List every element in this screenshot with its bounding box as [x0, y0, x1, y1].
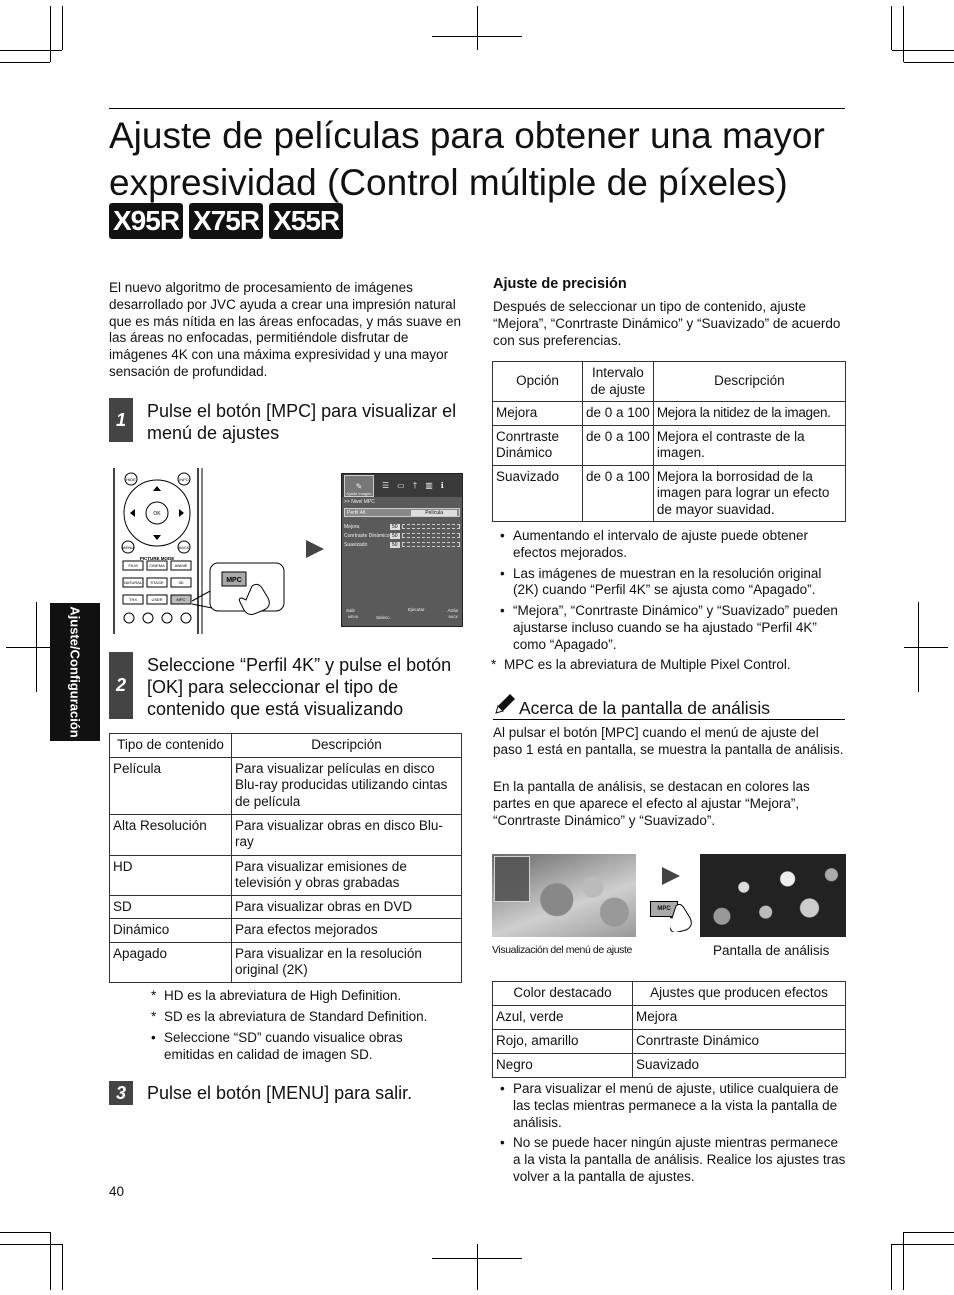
- crop-mark: [36, 602, 37, 692]
- bullet-item: • Aumentando el intervalo de ajuste puede obtener efectos mejorados.: [492, 528, 844, 562]
- slider-label: Mejora: [344, 523, 360, 530]
- thx-label: THX: [129, 597, 137, 602]
- slider-label: Conrtraste Dinámico: [344, 532, 390, 539]
- table-row: [110, 942, 462, 982]
- crop-mark: [477, 1244, 478, 1290]
- ok-label: OK: [153, 511, 161, 517]
- table-cell: Para visualizar obras en DVD: [232, 895, 462, 919]
- table-row: [110, 814, 462, 855]
- table-row: [493, 425, 846, 465]
- crop-mark: [50, 6, 51, 62]
- settings-icon: ☰: [382, 481, 390, 490]
- round-button[interactable]: [162, 613, 172, 623]
- page-title: Ajuste de películas para obtener una mayor expresividad (Control múltiple de píxeles): [109, 115, 825, 203]
- info-icon: ℹ: [440, 481, 444, 490]
- table-row: [493, 1005, 846, 1029]
- slider-bar: [402, 524, 460, 529]
- table-header: Intervalo de ajuste: [583, 362, 654, 402]
- user-label: USER: [151, 597, 163, 602]
- round-button[interactable]: [143, 613, 153, 623]
- table-cell: Para efectos mejorados: [232, 919, 462, 943]
- input-icon: ▭: [397, 481, 405, 490]
- table-row: [110, 757, 462, 814]
- natural-label: NATURAL: [123, 580, 143, 585]
- cinema-label: CINEMA: [149, 563, 165, 568]
- slider-value: 50: [392, 532, 398, 539]
- menu-photo: [492, 854, 636, 937]
- mpc-label: MPC: [176, 597, 186, 602]
- 3d-label: 3D: [178, 580, 184, 585]
- content-bullets: [143, 1030, 453, 1068]
- crop-mark: [6, 647, 50, 648]
- bullet-item: • Seleccione “SD” cuando visualice obras emitidas en calidad de imagen SD.: [143, 1030, 453, 1064]
- footer-exec: Ejecutar: [408, 607, 425, 612]
- slider-value: 50: [392, 523, 398, 530]
- model-badges: [109, 203, 343, 239]
- picture-adjust-tab: [344, 475, 374, 497]
- mpc-callout-label: MPC: [226, 577, 242, 584]
- crop-mark: [0, 1244, 62, 1245]
- title-rule: [109, 108, 845, 109]
- perfil-4k-label: Perfil 4K: [347, 509, 366, 516]
- table-cell: Suavizado: [493, 465, 583, 522]
- table-header: Tipo de contenido: [110, 734, 232, 758]
- table-row: [110, 855, 462, 895]
- table-cell: Mejora: [493, 402, 583, 426]
- table-row: [493, 465, 846, 522]
- table-cell: de 0 a 100: [583, 402, 654, 426]
- memo-pencil-icon: [493, 692, 517, 716]
- table-cell: Rojo, amarillo: [493, 1029, 633, 1053]
- stage-label: STAGE: [150, 580, 164, 585]
- menu-label: MENU: [122, 545, 134, 550]
- crop-mark: [891, 1244, 892, 1290]
- analysis-bullets: [492, 1081, 846, 1190]
- table-cell: Apagado: [110, 942, 232, 982]
- table-cell: Mejora: [633, 1005, 846, 1029]
- bullet-item: • “Mejora”, “Conrtraste Dinámico” y “Suavizado” pueden ajustarse incluso cuando se ha ajustado “Perfil 4K” como “Apagado”.: [492, 603, 844, 653]
- analysis-heading-rule: [493, 719, 845, 720]
- intro-paragraph: El nuevo algoritmo de procesamiento de imágenes desarrollado por JVC ayuda a crear una impresión natural que es más nítida en las áreas enfocadas, y más suave en las áreas no enfocadas, permitiéndole disfrutar de imágenes 4K con una máxima expresividad y una mayor sensación de profundidad.: [109, 280, 461, 379]
- picture-mode-label: PICTURE MODE: [139, 556, 175, 561]
- mpc-button-small-label: MPC: [657, 906, 671, 912]
- note-item: * MPC es la abreviatura de Multiple Pixel Control.: [483, 657, 843, 674]
- tool-icon: †: [412, 481, 418, 490]
- slider-row[interactable]: [342, 531, 462, 540]
- crop-mark: [0, 1232, 50, 1233]
- remote-illustration: [112, 468, 290, 634]
- info-label: INFO: [179, 477, 189, 482]
- caption-analysis: Pantalla de análisis: [713, 943, 830, 958]
- crop-mark: [892, 1244, 954, 1245]
- crop-mark: [477, 6, 478, 50]
- slider-value: 50: [392, 541, 398, 548]
- table-cell: Conrtraste Dinámico: [493, 425, 583, 465]
- slider-row[interactable]: [342, 522, 462, 531]
- precision-heading: Ajuste de precisión: [493, 276, 627, 292]
- arrow-right-icon: [306, 540, 324, 558]
- slider-row[interactable]: [342, 540, 462, 549]
- analysis-photo: [700, 854, 846, 937]
- table-header: Ajustes que producen efectos: [633, 982, 846, 1006]
- note-item: * HD es la abreviatura de High Definition.: [143, 988, 463, 1005]
- bullet-item: • Las imágenes de muestran en la resolución original (2K) cuando “Perfil 4K” se ajusta como “Apagado”.: [492, 566, 844, 600]
- film-label: FILM: [128, 563, 138, 568]
- perfil-4k-value: Película: [411, 510, 457, 516]
- table-cell: Suavizado: [633, 1053, 846, 1077]
- bullet-item: • Para visualizar el menú de ajuste, utilice cualquiera de las teclas mientras permanece a la vista la pantalla de análisis.: [492, 1081, 846, 1131]
- crop-mark: [903, 6, 904, 62]
- analysis-paragraph-1: Al pulsar el botón [MPC] cuando el menú de ajuste del paso 1 está en pantalla, se muestra la pantalla de análisis.: [493, 725, 844, 757]
- round-button[interactable]: [181, 613, 191, 623]
- crop-mark: [904, 1232, 954, 1233]
- table-cell: Mejora la borrosidad de la imagen para lograr un efecto de mayor suavidad.: [653, 465, 845, 522]
- table-cell: Para visualizar en la resolución original (2K): [232, 942, 462, 982]
- crop-mark: [0, 62, 50, 63]
- footer-select: Selecc.: [376, 615, 391, 620]
- footer-exit-key: MENU: [348, 615, 359, 619]
- step-number: 2: [109, 652, 133, 719]
- slider-label: Suavizado: [344, 541, 368, 548]
- crop-mark: [903, 1232, 904, 1290]
- precision-bullets: [492, 528, 844, 658]
- crop-mark: [62, 1244, 63, 1290]
- table-cell: Alta Resolución: [110, 814, 232, 855]
- hide-label: HIDE: [126, 477, 136, 482]
- table-cell: Mejora el contraste de la imagen.: [653, 425, 845, 465]
- crop-mark: [904, 62, 954, 63]
- table-header: Opción: [493, 362, 583, 402]
- precision-star-note: [483, 657, 843, 678]
- display-icon: ▥: [425, 481, 433, 490]
- table-cell: Mejora la nitidez de la imagen.: [653, 402, 845, 426]
- round-button[interactable]: [124, 613, 134, 623]
- crop-mark: [904, 647, 948, 648]
- slider-bar: [402, 542, 460, 547]
- picture-adjust-tab-label: Ajuste Imagen: [346, 490, 372, 496]
- table-cell: SD: [110, 895, 232, 919]
- crop-mark: [50, 1232, 51, 1290]
- caption-menu: Visualización del menú de ajuste: [492, 944, 632, 956]
- table-cell: Azul, verde: [493, 1005, 633, 1029]
- table-header: Color destacado: [493, 982, 633, 1006]
- table-cell: Conrtraste Dinámico: [633, 1029, 846, 1053]
- content-notes: [143, 988, 463, 1030]
- back-label: BACK: [178, 545, 190, 550]
- footer-back: Atrás: [447, 608, 458, 613]
- table-cell: Negro: [493, 1053, 633, 1077]
- precision-table: [492, 361, 846, 522]
- model-badge: X95R: [109, 203, 183, 239]
- mpc-menu-screen: [341, 473, 463, 627]
- hand-icon: [670, 902, 696, 932]
- content-type-table: [109, 733, 462, 983]
- table-cell: Para visualizar emisiones de televisión y obras grabadas: [232, 855, 462, 895]
- highlight-color-table: [492, 981, 846, 1078]
- menu-path: >> Nivel MPC: [344, 499, 375, 505]
- bullet-item: • No se puede hacer ningún ajuste mientras permanece a la vista la pantalla de análisis. Realice los ajustes tras volver a la pantalla de ajustes.: [492, 1135, 846, 1185]
- table-row: [493, 402, 846, 426]
- step-1-text: Pulse el botón [MPC] para visualizar el menú de ajustes: [147, 401, 457, 443]
- table-row: [493, 1029, 846, 1053]
- menu-footer: [346, 608, 458, 622]
- step-number: 1: [109, 398, 133, 442]
- note-item: * SD es la abreviatura de Standard Definition.: [143, 1009, 463, 1026]
- menu-overlay: [494, 856, 530, 902]
- crop-mark: [892, 50, 954, 51]
- table-cell: Para visualizar películas en disco Blu-ray producidas utilizando cintas de película: [232, 757, 462, 814]
- table-cell: HD: [110, 855, 232, 895]
- section-side-tab: [50, 603, 100, 741]
- table-header: Descripción: [232, 734, 462, 758]
- perfil-4k-row[interactable]: [344, 508, 460, 517]
- step-2-text: Seleccione “Perfil 4K” y pulse el botón [OK] para seleccionar el tipo de contenido que está visualizando: [147, 655, 452, 719]
- crop-mark: [891, 6, 892, 50]
- analysis-heading: Acerca de la pantalla de análisis: [519, 698, 770, 718]
- page-number: 40: [109, 1184, 125, 1199]
- arrow-right-icon: [662, 867, 680, 885]
- step-3-text: Pulse el botón [MENU] para salir.: [147, 1083, 413, 1103]
- anime-label: ANIME: [174, 563, 188, 568]
- table-row: [110, 895, 462, 919]
- crop-mark: [918, 602, 919, 692]
- model-badge: X75R: [189, 203, 263, 239]
- footer-exit: Salir: [346, 608, 356, 613]
- table-cell: Para visualizar obras en disco Blu-ray: [232, 814, 462, 855]
- table-row: [493, 1053, 846, 1077]
- table-row: [110, 919, 462, 943]
- table-cell: Dinámico: [110, 919, 232, 943]
- table-cell: de 0 a 100: [583, 465, 654, 522]
- analysis-paragraph-2: En la pantalla de análisis, se destacan en colores las partes en que aparece el efecto al ajustar “Mejora”, “Conrtraste Dinámico” y “Suavizado”.: [493, 779, 810, 828]
- crop-mark: [0, 50, 62, 51]
- table-cell: de 0 a 100: [583, 425, 654, 465]
- step-number: 3: [109, 1081, 133, 1105]
- side-tab-label: Ajuste/Configuración: [67, 606, 83, 738]
- model-badge: X55R: [269, 203, 343, 239]
- slider-bar: [402, 533, 460, 538]
- footer-back-key: BACK: [448, 615, 458, 619]
- crop-mark: [62, 6, 63, 50]
- table-cell: Película: [110, 757, 232, 814]
- precision-text: Después de seleccionar un tipo de contenido, ajuste “Mejora”, “Conrtraste Dinámico” y “Suavizado” de acuerdo con sus preferencias.: [493, 299, 841, 348]
- pencil-icon: ✎: [355, 481, 363, 491]
- table-header: Descripción: [653, 362, 845, 402]
